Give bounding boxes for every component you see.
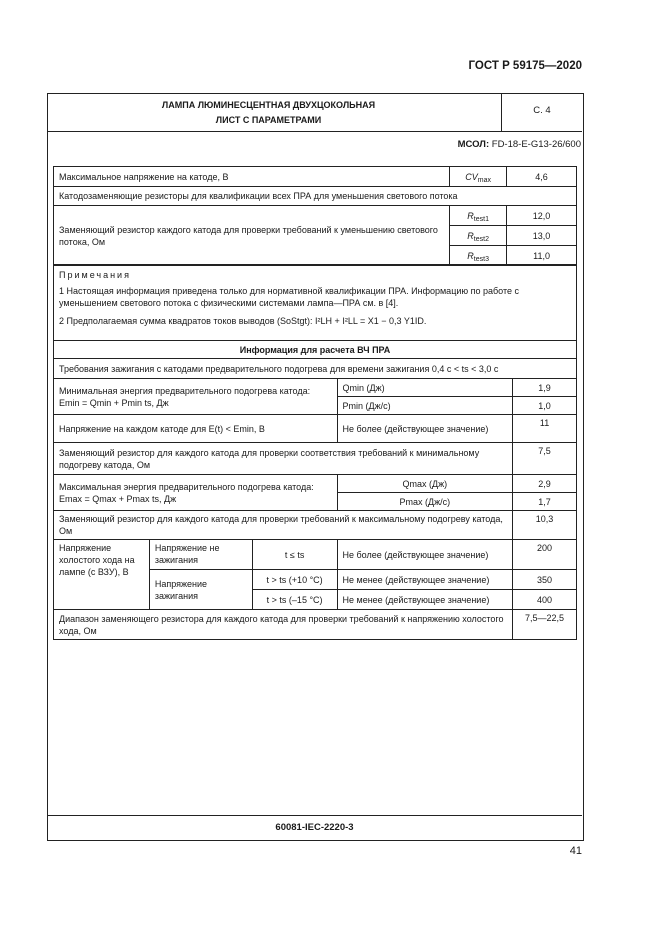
- footer-divider: [47, 815, 582, 816]
- note-1: 1 Настоящая информация приведена только для нормативной квалификации ПРА. Информацию по работе с уменьшением светового потока с физическими системами лампа—ПРА см. в [4].: [59, 286, 520, 308]
- note-2: 2 Предполагаемая сумма квадратов токов выводов (SoStgt): I²LH + I²LL = X1 − 0,3 Y1ID.: [59, 316, 427, 326]
- voltage-each-cathode-label: Напряжение на каждом катоде для E(t) < Emin, В: [54, 415, 338, 443]
- pmax-label: Pmax (Дж/с): [337, 493, 513, 511]
- res-min-preheat-value: 7,5: [513, 443, 577, 475]
- ocv-label: Напряжение холостого хода на лампе (с ВЗУ), В: [54, 540, 150, 610]
- max-voltage-symbol: $CV_{max}$: [450, 167, 507, 187]
- hf-section-title: Информация для расчета ВЧ ПРА: [54, 341, 577, 359]
- cond1-text: Не более (действующее значение): [337, 540, 513, 570]
- sheet-footer-code: 60081-IEC-2220-3: [275, 822, 354, 833]
- sheet-page-ref: С. 4: [533, 105, 551, 116]
- table-row: [54, 415, 577, 443]
- min-energy-label: Минимальная энергия предварительного подогрева катода: Emin = Qmin + Pmin ts, Дж: [54, 379, 338, 415]
- sheet-title-line1: ЛАМПА ЛЮМИНЕСЦЕНТНАЯ ДВУХЦОКОЛЬНАЯ: [161, 100, 376, 110]
- rtest1-symbol: $R_{test1}$: [450, 206, 507, 226]
- notes-block: [53, 264, 577, 340]
- res-max-preheat-value: 10,3: [513, 511, 577, 540]
- hf-ballast-table: [53, 340, 577, 640]
- rtest1-value: 12,0: [507, 206, 577, 226]
- cond3-value: 400: [513, 590, 577, 610]
- res-min-preheat-label: Заменяющий резистор для каждого катода для проверки соответствия требований к минимальному подогреву катода, Ом: [54, 443, 513, 475]
- msol-code: [458, 139, 581, 150]
- qmin-value: 1,9: [513, 379, 577, 397]
- cond3-symbol: t > ts (–15 °C): [252, 590, 337, 610]
- msol-label: МСОЛ:: [457, 139, 490, 150]
- cond1-value: 200: [513, 540, 577, 570]
- standard-code: ГОСТ Р 59175—2020: [468, 60, 582, 72]
- page-number: 41: [569, 845, 582, 857]
- table-row: [54, 341, 577, 359]
- cathode-params-table: [53, 166, 577, 266]
- pmin-label: Pmin (Дж/с): [337, 397, 513, 415]
- cond2-text: Не менее (действующее значение): [337, 570, 513, 590]
- table-row: [54, 187, 577, 206]
- qmax-value: 2,9: [513, 475, 577, 493]
- no-ignition-label: Напряжение не зажигания: [149, 540, 252, 570]
- pmax-value: 1,7: [513, 493, 577, 511]
- qmin-label: Qmin (Дж): [337, 379, 513, 397]
- table-row: [54, 167, 577, 187]
- msol-value: FD-18-E-G13-26/600: [491, 139, 581, 150]
- replacing-resistors-label: Катодозаменяющие резисторы для квалификации всех ПРА для уменьшения светового потока: [54, 187, 577, 206]
- replacing-resistor-test-label: Заменяющий резистор каждого катода для проверки требований к уменьшению светового потока, Ом: [54, 206, 450, 266]
- max-voltage-label: Максимальное напряжение на катоде, В: [54, 167, 450, 187]
- table-row: [54, 443, 577, 475]
- voltage-each-cathode-condition: Не более (действующее значение): [337, 415, 513, 443]
- qmax-label: Qmax (Дж): [337, 475, 513, 493]
- sheet-header: [47, 93, 582, 132]
- table-row: [54, 540, 577, 570]
- rtest3-symbol: $R_{test3}$: [450, 246, 507, 266]
- table-row: [54, 475, 577, 493]
- ignition-requirements: Требования зажигания с катодами предварительного подогрева для времени зажигания 0,4 с < ts < 3,0 с: [54, 359, 577, 379]
- notes-title: Примечания: [59, 270, 131, 280]
- rtest2-value: 13,0: [507, 226, 577, 246]
- max-voltage-value: 4,6: [507, 167, 577, 187]
- table-row: [54, 206, 577, 226]
- pmin-value: 1,0: [513, 397, 577, 415]
- resistor-range-label: Диапазон заменяющего резистора для каждого катода для проверки требований к напряжению холостого хода, Ом: [54, 610, 513, 640]
- res-max-preheat-label: Заменяющий резистор для каждого катода для проверки требований к максимальному подогреву катода, Ом: [54, 511, 513, 540]
- table-row: [54, 359, 577, 379]
- cond2-symbol: t > ts (+10 °C): [252, 570, 337, 590]
- table-row: [54, 511, 577, 540]
- table-row: [54, 379, 577, 397]
- rtest2-symbol: $R_{test2}$: [450, 226, 507, 246]
- cond1-symbol: t ≤ ts: [252, 540, 337, 570]
- cond3-text: Не менее (действующее значение): [337, 590, 513, 610]
- voltage-each-cathode-value: 11: [513, 415, 577, 443]
- table-row: [54, 610, 577, 640]
- ignition-voltage-label: Напряжение зажигания: [149, 570, 252, 610]
- rtest3-value: 11,0: [507, 246, 577, 266]
- sheet-title-line2: ЛИСТ С ПАРАМЕТРАМИ: [215, 115, 322, 125]
- cond2-value: 350: [513, 570, 577, 590]
- resistor-range-value: 7,5—22,5: [513, 610, 577, 640]
- sheet-title: [47, 98, 490, 128]
- max-energy-label: Максимальная энергия предварительного подогрева катода: Emax = Qmax + Pmax ts, Дж: [54, 475, 338, 511]
